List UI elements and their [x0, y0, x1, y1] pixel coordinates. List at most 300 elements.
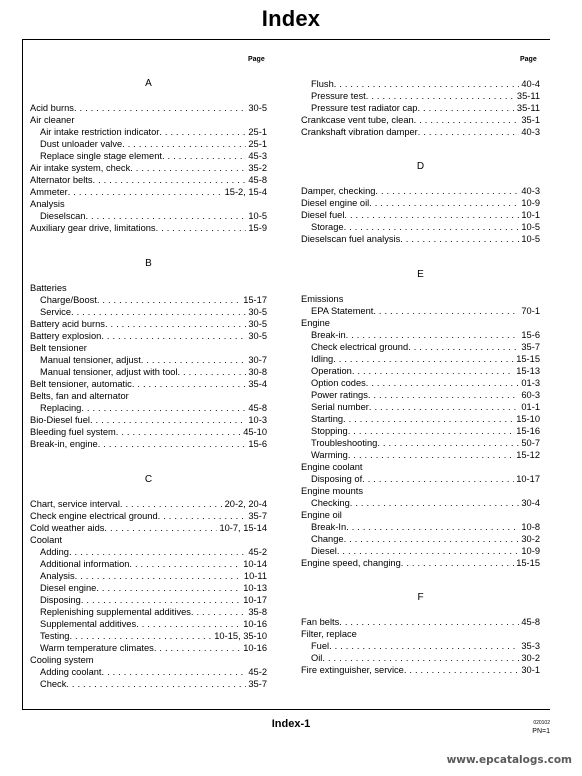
- dot-leader: [177, 366, 246, 378]
- entry-text: Additional information: [40, 559, 130, 569]
- entry-text: Engine mounts: [301, 486, 364, 496]
- index-entry: [301, 233, 540, 245]
- index-entry: [30, 318, 267, 330]
- entry-page: 35-8: [248, 607, 267, 617]
- dot-leader: [329, 640, 519, 652]
- entry-page: [94, 654, 96, 666]
- index-entry: [30, 570, 267, 582]
- entry-text: Break-In: [311, 522, 347, 532]
- entry-page: 35-7: [248, 679, 267, 689]
- entry-text: Crankshaft vibration damper: [301, 127, 418, 137]
- section-gap: [301, 245, 540, 269]
- index-entry: [30, 390, 267, 402]
- entry-text: Check electrical ground: [311, 342, 409, 352]
- dot-leader: [417, 102, 514, 114]
- entry-text: Bio-Diesel fuel: [30, 415, 90, 425]
- index-entry: [301, 90, 540, 102]
- dot-leader: [344, 209, 519, 221]
- index-entry: [301, 437, 540, 449]
- index-entry: [301, 557, 540, 569]
- entry-page: 45-10: [243, 427, 267, 437]
- index-entry: [301, 102, 540, 114]
- entry-text: Disposing: [40, 595, 81, 605]
- index-entry: [30, 654, 267, 666]
- index-entry: [301, 78, 540, 90]
- entry-page: 45-8: [248, 175, 267, 185]
- entry-text: Serial number: [311, 402, 369, 412]
- entry-page: 30-2: [521, 534, 540, 544]
- entry-text: Testing: [40, 631, 70, 641]
- index-entry: [301, 293, 540, 305]
- dot-leader: [348, 449, 514, 461]
- index-entry: [301, 616, 540, 628]
- entry-page: 60-3: [521, 390, 540, 400]
- dot-leader: [159, 126, 246, 138]
- dot-leader: [130, 162, 246, 174]
- index-entry: [301, 365, 540, 377]
- index-entry: [30, 558, 267, 570]
- dot-leader: [322, 652, 519, 664]
- index-entry: [30, 522, 267, 534]
- index-entry: [301, 425, 540, 437]
- entry-text: Service: [40, 307, 72, 317]
- entry-page: 10-7, 15-14: [219, 523, 267, 533]
- index-entry: [30, 414, 267, 426]
- entry-text: Acid burns: [30, 103, 74, 113]
- entry-text: Pressure test: [311, 91, 366, 101]
- entry-page: 10-5: [521, 222, 540, 232]
- entry-text: Dieselscan fuel analysis: [301, 234, 401, 244]
- index-entry: [301, 509, 540, 521]
- entry-text: Replace single stage element: [40, 151, 162, 161]
- index-entry: [30, 330, 267, 342]
- entry-page: 40-3: [521, 186, 540, 196]
- dot-leader: [97, 294, 241, 306]
- entry-text: Break-in: [311, 330, 346, 340]
- entry-text: Battery acid burns: [30, 319, 105, 329]
- entry-page: 15-6: [521, 330, 540, 340]
- entry-page: 35-11: [516, 91, 540, 101]
- index-entry: [301, 640, 540, 652]
- dot-leader: [418, 126, 520, 138]
- entry-page: 10-17: [243, 595, 267, 605]
- entry-page: 15-15: [516, 558, 540, 568]
- entry-page: [343, 293, 345, 305]
- entry-text: Diesel fuel: [301, 210, 345, 220]
- entry-text: Engine speed, changing: [301, 558, 401, 568]
- index-entry: [30, 606, 267, 618]
- section-gap: [30, 450, 267, 474]
- section-gap: [301, 138, 540, 161]
- dot-leader: [132, 378, 247, 390]
- entry-text: Battery explosion: [30, 331, 102, 341]
- entry-text: Disposing of: [311, 474, 363, 484]
- index-entry: [301, 401, 540, 413]
- entry-page: 45-2: [248, 667, 267, 677]
- dot-leader: [369, 401, 520, 413]
- dot-leader: [368, 389, 520, 401]
- entry-text: Option codes: [311, 378, 366, 388]
- entry-text: Auxiliary gear drive, limitations: [30, 223, 156, 233]
- dot-leader: [129, 558, 241, 570]
- section-gap: [301, 569, 540, 592]
- dot-leader: [404, 664, 520, 676]
- entry-text: Warming: [311, 450, 348, 460]
- index-entry: [30, 138, 267, 150]
- watermark: www.epcatalogs.com: [446, 754, 572, 766]
- entry-page: 30-4: [521, 498, 540, 508]
- dot-leader: [101, 330, 246, 342]
- entry-page: 35-4: [248, 379, 267, 389]
- entry-page: 15-17: [243, 295, 267, 305]
- dot-leader: [136, 618, 241, 630]
- index-entry: [301, 329, 540, 341]
- left-page-header: Page: [248, 56, 265, 63]
- entry-page: [74, 114, 76, 126]
- dot-leader: [191, 606, 246, 618]
- index-entry: [30, 210, 267, 222]
- dot-leader: [400, 233, 519, 245]
- index-entry: [30, 306, 267, 318]
- entry-page: 10-5: [521, 234, 540, 244]
- entry-text: Belt tensioner: [30, 343, 87, 353]
- dot-leader: [408, 341, 519, 353]
- entry-text: Idling: [311, 354, 334, 364]
- index-entry: [301, 545, 540, 557]
- index-entry: [301, 461, 540, 473]
- entry-page: 40-3: [521, 127, 540, 137]
- entry-text: Fuel: [311, 641, 330, 651]
- dot-leader: [401, 557, 514, 569]
- dot-leader: [375, 185, 519, 197]
- index-entry: [301, 449, 540, 461]
- index-entry: [301, 221, 540, 233]
- index-entry: [30, 534, 267, 546]
- index-entry: [301, 389, 540, 401]
- index-entry: [30, 582, 267, 594]
- index-entry: [301, 185, 540, 197]
- entry-text: Crankcase vent tube, clean: [301, 115, 414, 125]
- index-entry: [301, 341, 540, 353]
- dot-leader: [120, 498, 223, 510]
- dot-leader: [350, 497, 520, 509]
- entry-page: 30-1: [521, 665, 540, 675]
- entry-text: Replenishing supplemental additives: [40, 607, 191, 617]
- index-entry: [30, 378, 267, 390]
- entry-page: 01-1: [521, 402, 540, 412]
- entry-page: 15-12: [516, 450, 540, 460]
- index-entry: [301, 664, 540, 676]
- dot-leader: [102, 666, 247, 678]
- dot-leader: [366, 377, 520, 389]
- entry-text: Air intake system, check: [30, 163, 131, 173]
- index-entry: [30, 618, 267, 630]
- dot-leader: [344, 221, 520, 233]
- dot-leader: [337, 545, 520, 557]
- entry-page: 15-2, 15-4: [224, 187, 267, 197]
- section-letter: C: [144, 474, 153, 485]
- index-entry: [30, 150, 267, 162]
- index-entry: [30, 438, 267, 450]
- entry-page: 35-3: [521, 641, 540, 651]
- entry-page: 30-5: [248, 331, 267, 341]
- entry-page: [357, 628, 359, 640]
- dot-leader: [346, 521, 519, 533]
- dot-leader: [333, 353, 514, 365]
- entry-text: Engine coolant: [301, 462, 363, 472]
- entry-text: Diesel: [311, 546, 337, 556]
- entry-page: [342, 509, 344, 521]
- dot-leader: [366, 90, 515, 102]
- index-entry: [301, 353, 540, 365]
- entry-text: Charge/Boost: [40, 295, 97, 305]
- index-entry: [301, 126, 540, 138]
- entry-page: 35-2: [248, 163, 267, 173]
- entry-page: 30-7: [248, 355, 267, 365]
- index-entry: [301, 473, 540, 485]
- entry-text: Flush: [311, 79, 334, 89]
- entry-text: Belt tensioner, automatic: [30, 379, 132, 389]
- dot-leader: [90, 414, 246, 426]
- index-entry: [30, 642, 267, 654]
- entry-text: Ammeter: [30, 187, 68, 197]
- entry-text: Analysis: [30, 199, 65, 209]
- entry-page: 15-9: [248, 223, 267, 233]
- entry-page: [363, 485, 365, 497]
- entry-page: [62, 534, 64, 546]
- entry-text: Break-in, engine: [30, 439, 98, 449]
- dot-leader: [68, 186, 223, 198]
- bottom-rule: [22, 709, 550, 710]
- entry-page: [67, 282, 69, 294]
- entry-text: Check engine electrical ground: [30, 511, 158, 521]
- entry-page: 35-7: [248, 511, 267, 521]
- entry-page: 50-7: [521, 438, 540, 448]
- entry-page: 40-4: [521, 79, 540, 89]
- index-entry: [30, 174, 267, 186]
- entry-page: 10-9: [521, 198, 540, 208]
- section-letter: B: [145, 258, 152, 269]
- index-entry: [30, 114, 267, 126]
- entry-page: 45-8: [248, 403, 267, 413]
- entry-text: Pressure test radiator cap: [311, 103, 418, 113]
- entry-text: Engine oil: [301, 510, 342, 520]
- dot-leader: [362, 473, 514, 485]
- dot-leader: [69, 546, 246, 558]
- dot-leader: [156, 222, 247, 234]
- entry-page: 15-15: [516, 354, 540, 364]
- entry-text: Troubleshooting: [311, 438, 378, 448]
- dot-leader: [343, 413, 514, 425]
- dot-leader: [339, 616, 519, 628]
- section-letter: D: [416, 161, 425, 172]
- entry-text: Coolant: [30, 535, 63, 545]
- index-entry: [30, 102, 267, 114]
- entry-text: Diesel engine: [40, 583, 97, 593]
- entry-text: Fire extinguisher, service: [301, 665, 404, 675]
- index-entry: [301, 652, 540, 664]
- dot-leader: [66, 678, 246, 690]
- entry-text: Replacing: [40, 403, 82, 413]
- entry-page: 35-7: [521, 342, 540, 352]
- index-entry: [30, 510, 267, 522]
- entry-text: Bleeding fuel system: [30, 427, 116, 437]
- entry-text: Stopping: [311, 426, 348, 436]
- entry-page: 15-16: [516, 426, 540, 436]
- index-entry: [30, 162, 267, 174]
- entry-page: 70-1: [521, 306, 540, 316]
- dot-leader: [81, 594, 241, 606]
- dot-leader: [352, 365, 514, 377]
- entry-text: Check: [40, 679, 67, 689]
- dot-leader: [141, 354, 247, 366]
- entry-text: Dust unloader valve: [40, 139, 123, 149]
- entry-page: 10-13: [243, 583, 267, 593]
- page-title: Index: [261, 6, 321, 31]
- dot-leader: [104, 522, 217, 534]
- entry-text: Oil: [311, 653, 323, 663]
- entry-text: Operation: [311, 366, 352, 376]
- section-letter: E: [417, 269, 424, 280]
- entry-text: Power ratings: [311, 390, 368, 400]
- section-gap: [30, 234, 267, 258]
- dot-leader: [74, 102, 246, 114]
- entry-text: Supplemental additives: [40, 619, 137, 629]
- left-rule: [22, 39, 23, 709]
- entry-text: Cold weather aids: [30, 523, 105, 533]
- entry-page: 25-1: [248, 127, 267, 137]
- footer-pn: PN=1: [532, 728, 550, 735]
- index-entry: [30, 666, 267, 678]
- index-entry: [301, 521, 540, 533]
- entry-text: Engine: [301, 318, 330, 328]
- entry-text: Cooling system: [30, 655, 94, 665]
- dot-leader: [344, 533, 520, 545]
- dot-leader: [377, 437, 519, 449]
- entry-page: 10-14: [243, 559, 267, 569]
- entry-page: 10-8: [521, 522, 540, 532]
- index-entry: [30, 366, 267, 378]
- dot-leader: [162, 150, 246, 162]
- entry-text: Warm temperature climates: [40, 643, 154, 653]
- dot-leader: [93, 174, 247, 186]
- entry-text: Manual tensioner, adjust with tool: [40, 367, 178, 377]
- entry-page: 30-5: [248, 307, 267, 317]
- index-entry: [30, 294, 267, 306]
- entry-page: 10-15, 35-10: [214, 631, 267, 641]
- entry-page: 10-17: [516, 474, 540, 484]
- entry-page: 15-10: [516, 414, 540, 424]
- entry-page: [87, 342, 89, 354]
- entry-text: Checking: [311, 498, 350, 508]
- entry-page: 10-5: [248, 211, 267, 221]
- entry-text: Adding: [40, 547, 69, 557]
- entry-page: 10-16: [243, 619, 267, 629]
- entry-page: 30-5: [248, 103, 267, 113]
- entry-page: [65, 198, 67, 210]
- dot-leader: [75, 570, 242, 582]
- index-entry: [301, 533, 540, 545]
- entry-page: [129, 390, 131, 402]
- entry-page: [330, 317, 332, 329]
- entry-page: 30-2: [521, 653, 540, 663]
- entry-page: 45-8: [521, 617, 540, 627]
- entry-text: Filter, replace: [301, 629, 357, 639]
- dot-leader: [81, 402, 246, 414]
- entry-text: Starting: [311, 414, 344, 424]
- index-entry: [30, 186, 267, 198]
- dot-leader: [96, 582, 241, 594]
- left-index-column: [30, 78, 267, 690]
- entry-text: Belts, fan and alternator: [30, 391, 129, 401]
- section-letter: F: [417, 592, 424, 603]
- dot-leader: [98, 438, 247, 450]
- entry-page: 15-13: [516, 366, 540, 376]
- entry-page: 45-2: [248, 547, 267, 557]
- footer-page-label: Index-1: [271, 718, 311, 730]
- index-entry: [301, 413, 540, 425]
- index-entry: [30, 594, 267, 606]
- dot-leader: [334, 78, 520, 90]
- entry-text: Diesel engine oil: [301, 198, 370, 208]
- index-entry: [30, 678, 267, 690]
- entry-page: 01-3: [521, 378, 540, 388]
- entry-page: 15-6: [248, 439, 267, 449]
- entry-text: Batteries: [30, 283, 67, 293]
- dot-leader: [158, 510, 247, 522]
- entry-page: 10-3: [248, 415, 267, 425]
- index-entry: [30, 198, 267, 210]
- entry-text: EPA Statement: [311, 306, 374, 316]
- index-entry: [301, 197, 540, 209]
- index-entry: [30, 402, 267, 414]
- entry-page: 10-16: [243, 643, 267, 653]
- index-entry: [30, 630, 267, 642]
- dot-leader: [414, 114, 520, 126]
- footer-code: 020102: [533, 720, 550, 726]
- index-entry: [30, 222, 267, 234]
- entry-page: 10-9: [521, 546, 540, 556]
- dot-leader: [346, 329, 520, 341]
- entry-page: 35-1: [521, 115, 540, 125]
- dot-leader: [105, 318, 246, 330]
- entry-text: Manual tensioner, adjust: [40, 355, 141, 365]
- entry-page: 25-1: [248, 139, 267, 149]
- dot-leader: [71, 306, 246, 318]
- entry-page: 10-11: [243, 571, 267, 581]
- index-entry: [301, 377, 540, 389]
- entry-text: Analysis: [40, 571, 75, 581]
- dot-leader: [116, 426, 241, 438]
- section-letter: A: [145, 78, 152, 89]
- index-entry: [301, 497, 540, 509]
- index-entry: [301, 485, 540, 497]
- index-entry: [301, 305, 540, 317]
- entry-page: 30-5: [248, 319, 267, 329]
- dot-leader: [85, 210, 246, 222]
- entry-text: Air intake restriction indicator: [40, 127, 160, 137]
- top-rule: [22, 39, 550, 40]
- entry-page: 35-11: [516, 103, 540, 113]
- entry-text: Air cleaner: [30, 115, 75, 125]
- index-entry: [30, 498, 267, 510]
- entry-text: Change: [311, 534, 344, 544]
- entry-text: Chart, service interval: [30, 499, 120, 509]
- dot-leader: [154, 642, 241, 654]
- index-entry: [301, 209, 540, 221]
- entry-page: 30-8: [248, 367, 267, 377]
- entry-text: Alternator belts: [30, 175, 93, 185]
